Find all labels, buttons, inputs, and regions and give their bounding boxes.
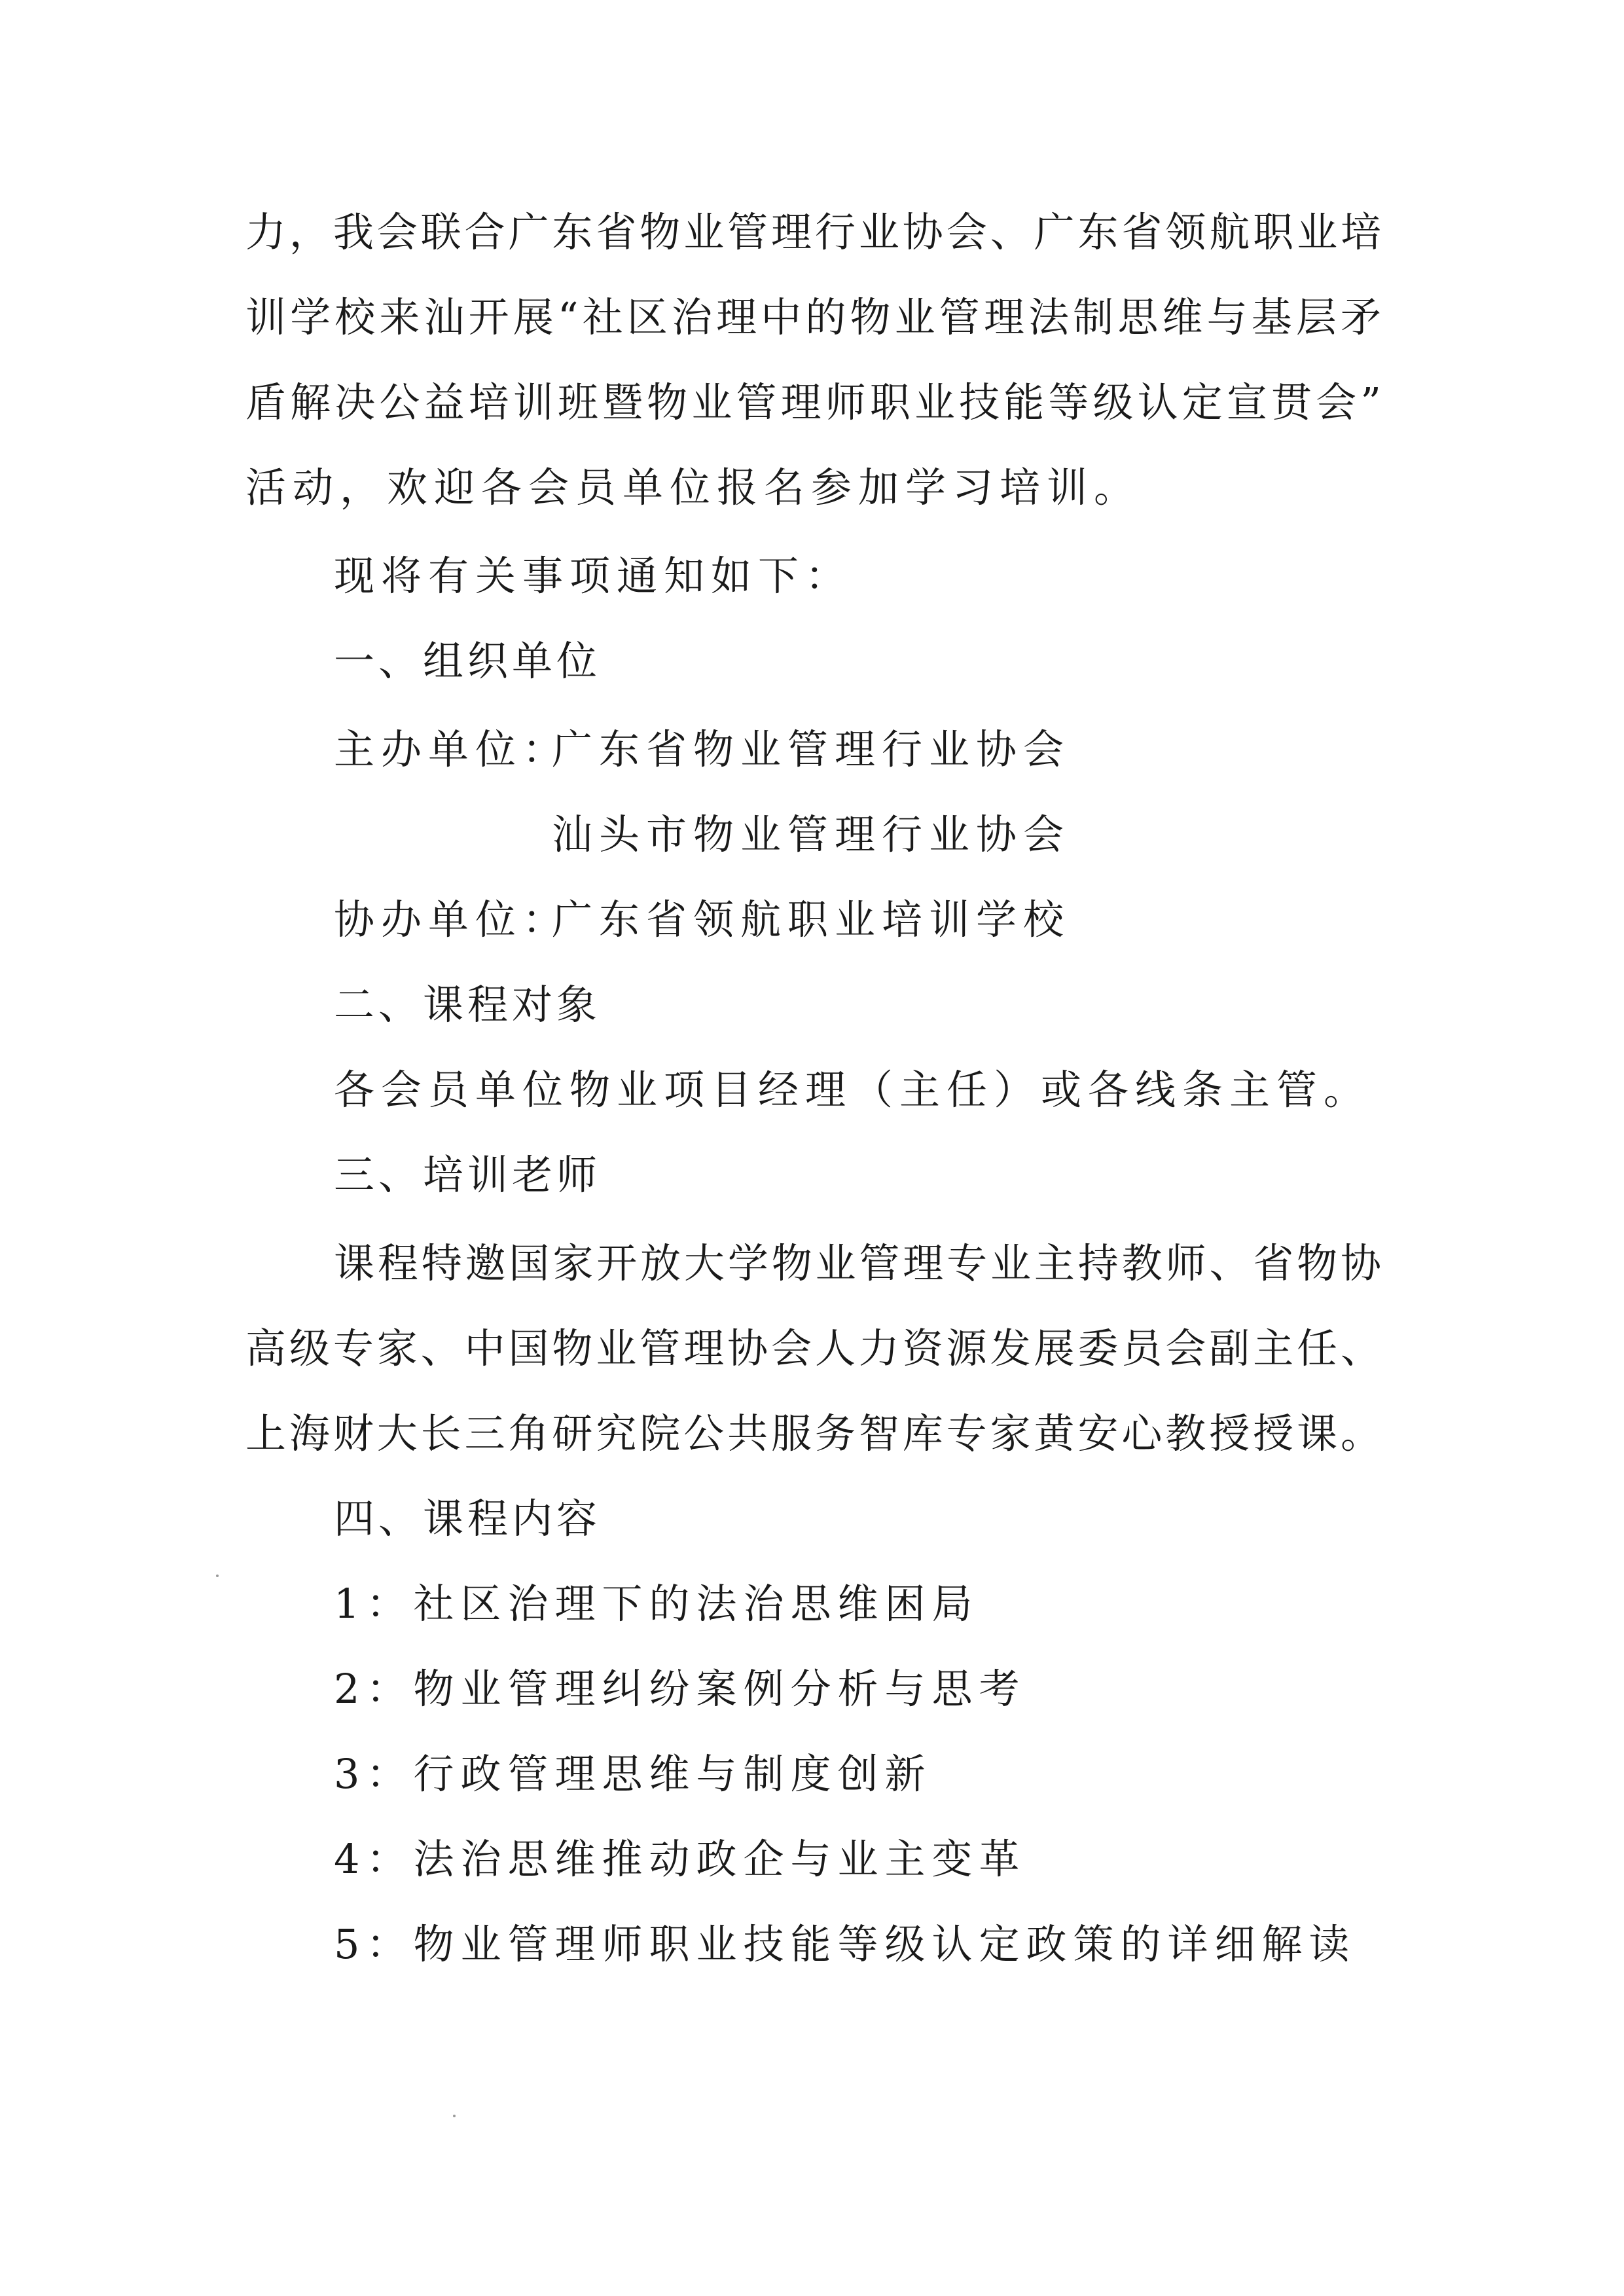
intro-line-4: 活动，欢迎各会员单位报名参加学习培训。: [245, 464, 1142, 511]
section-heading-content: 四、课程内容: [334, 1495, 602, 1542]
co-organizer-org: 广东省领航职业培训学校: [552, 896, 1071, 943]
host-label: 主办单位：: [334, 725, 570, 773]
co-organizer-label: 协办单位：: [334, 896, 570, 943]
section-heading-instructor: 三、培训老师: [334, 1151, 602, 1199]
intro-line-1: 力，我会联合广东省物业管理行业协会、广东省领航职业培: [245, 208, 1381, 256]
scan-speck: [216, 1575, 219, 1577]
instructor-line-2: 高级专家、中国物业管理协会人力资源发展委员会副主任、: [245, 1324, 1381, 1372]
notice-lead: 现将有关事项通知如下：: [334, 552, 853, 600]
intro-line-3: 盾解决公益培训班暨物业管理师职业技能等级认定宣贯会”: [245, 378, 1381, 426]
course-item-3: 3：行政管理思维与制度创新: [334, 1750, 932, 1798]
instructor-line-1: 课程特邀国家开放大学物业管理专业主持教师、省物协: [334, 1239, 1381, 1287]
audience-text: 各会员单位物业项目经理（主任）或各线条主管。: [334, 1066, 1371, 1114]
host-org-1: 广东省物业管理行业协会: [552, 725, 1071, 773]
course-item-5: 5：物业管理师职业技能等级认定政策的详细解读: [334, 1920, 1356, 1968]
course-item-1: 1：社区治理下的法治思维困局: [334, 1580, 979, 1628]
course-item-2: 2：物业管理纠纷案例分析与思考: [334, 1665, 1026, 1713]
host-org-2: 汕头市物业管理行业协会: [552, 811, 1071, 858]
instructor-line-3: 上海财大长三角研究院公共服务智库专家黄安心教授授课。: [245, 1410, 1381, 1457]
scan-speck: [453, 2115, 456, 2117]
intro-line-2: 训学校来汕开展“社区治理中的物业管理法制思维与基层矛: [245, 293, 1381, 341]
section-heading-audience: 二、课程对象: [334, 981, 602, 1029]
course-item-4: 4：法治思维推动政企与业主变革: [334, 1835, 1026, 1883]
section-heading-organizers: 一、组织单位: [334, 637, 602, 685]
